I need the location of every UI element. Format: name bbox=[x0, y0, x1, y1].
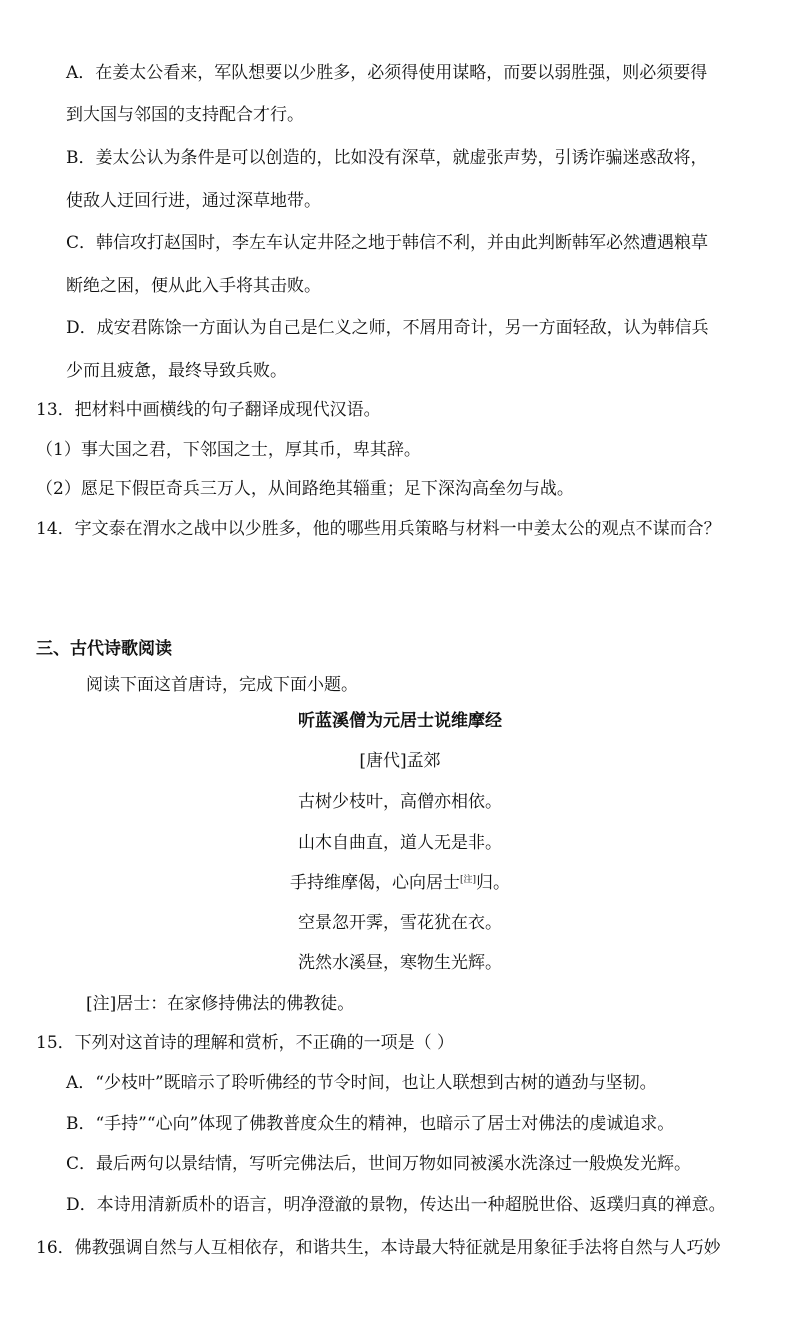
poem-title: 听蓝溪僧为元居士说维摩经 bbox=[298, 711, 502, 731]
q15-option-a: A．“少枝叶”既暗示了聆听佛经的节令时间，也让人联想到古树的遒劲与坚韧。 bbox=[66, 1073, 657, 1093]
note-marker: [注] bbox=[459, 875, 477, 885]
poem-line-5: 洗然水溪昼，寒物生光辉。 bbox=[298, 953, 502, 973]
q16-stem: 16．佛教强调自然与人互相依存，和谐共生，本诗最大特征就是用象征手法将自然与人巧妙 bbox=[36, 1238, 721, 1258]
poem-author: [唐代]孟郊 bbox=[359, 751, 441, 771]
q12-option-b-line2: 使敌人迂回行进，通过深草地带。 bbox=[66, 191, 321, 211]
q15-option-d: D．本诗用清新质朴的语言，明净澄澈的景物，传达出一种超脱世俗、返璞归真的禅意。 bbox=[66, 1195, 726, 1215]
q12-option-d-line1: D．成安君陈馀一方面认为自己是仁义之师，不屑用奇计，另一方面轻敌，认为韩信兵 bbox=[66, 318, 709, 338]
q12-option-c-line2: 断绝之困，便从此入手将其击败。 bbox=[66, 276, 321, 296]
q13-stem: 13．把材料中画横线的句子翻译成现代汉语。 bbox=[36, 400, 381, 420]
q15-option-c: C．最后两句以景结情，写听完佛法后，世间万物如同被溪水洗涤过一般焕发光辉。 bbox=[66, 1154, 692, 1174]
poem-line-3-before: 手持维摩偈，心向居士 bbox=[289, 873, 460, 893]
poem-line-3 bbox=[0, 871, 800, 895]
poem-line-3-after: 归。 bbox=[476, 873, 511, 893]
q15-stem: 15．下列对这首诗的理解和赏析，不正确的一项是（ ） bbox=[36, 1033, 455, 1053]
q13-subquestion-1: （1）事大国之君，下邻国之士，厚其币，卑其辞。 bbox=[36, 440, 421, 460]
section-instruction: 阅读下面这首唐诗，完成下面小题。 bbox=[86, 675, 358, 695]
section-heading: 三、古代诗歌阅读 bbox=[36, 639, 172, 659]
q12-option-a-line1: A．在姜太公看来，军队想要以少胜多，必须得使用谋略，而要以弱胜强，则必须要得 bbox=[66, 63, 708, 83]
poem-line-4: 空景忽开霁，雪花犹在衣。 bbox=[298, 913, 502, 933]
q14-stem: 14．宇文泰在渭水之战中以少胜多，他的哪些用兵策略与材料一中姜太公的观点不谋而合？ bbox=[36, 519, 721, 539]
q12-option-a-line2: 到大国与邻国的支持配合才行。 bbox=[66, 105, 304, 125]
q13-subquestion-2: （2）愿足下假臣奇兵三万人，从间路绝其辎重；足下深沟高垒勿与战。 bbox=[36, 479, 574, 499]
poem-line-2: 山木自曲直，道人无是非。 bbox=[298, 833, 502, 853]
q15-option-b: B．“手持”“心向”体现了佛教普度众生的精神，也暗示了居士对佛法的虔诚追求。 bbox=[66, 1114, 675, 1134]
poem-note: [注]居士：在家修持佛法的佛教徒。 bbox=[86, 994, 355, 1014]
poem-line-1: 古树少枝叶，高僧亦相依。 bbox=[298, 792, 502, 812]
q12-option-d-line2: 少而且疲惫，最终导致兵败。 bbox=[66, 361, 287, 381]
q12-option-b-line1: B．姜太公认为条件是可以创造的，比如没有深草，就虚张声势，引诱诈骗迷惑敌将， bbox=[66, 148, 708, 168]
q12-option-c-line1: C．韩信攻打赵国时，李左车认定井陉之地于韩信不利，并由此判断韩军必然遭遇粮草 bbox=[66, 233, 709, 253]
